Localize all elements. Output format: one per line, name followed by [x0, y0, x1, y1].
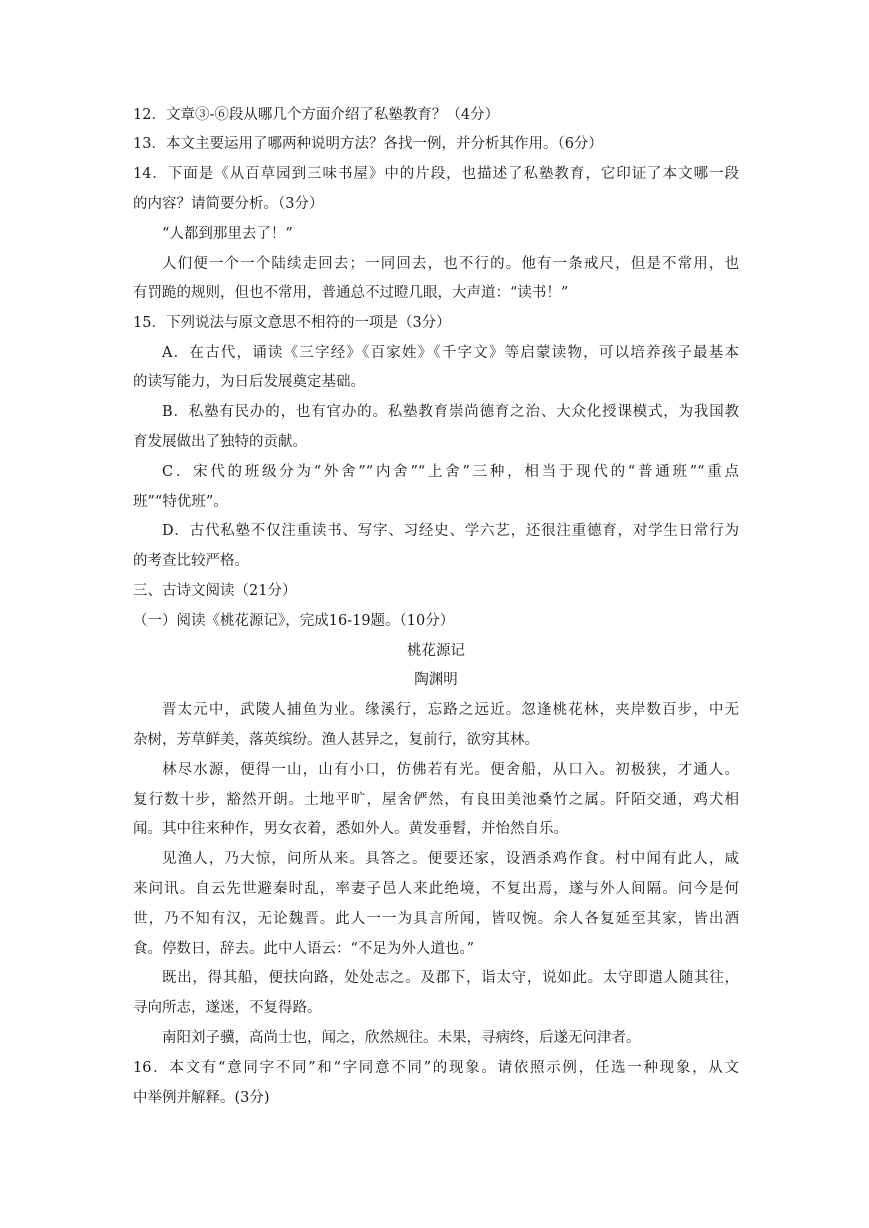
text-p3-line-3: 世，乃不知有汉，无论魏晋。此人一一为具言所闻，皆叹惋。余人各复延至其家，皆出酒: [133, 911, 739, 927]
text-p3-line-2: 来问讯。自云先世避秦时乱，率妻子邑人来此绝境，不复出焉，遂与外人间隔。问今是何: [133, 881, 739, 897]
text-p2-line-1: 林尽水源，便得一山，山有小口，仿佛若有光。便舍船，从口入。初极狭，才通人。: [162, 762, 739, 778]
option-d-line-1: D．古代私塾不仅注重读书、写字、习经史、学六艺，还很注重德育，对学生日常行为: [162, 523, 739, 539]
question-13: 13．本文主要运用了哪两种说明方法？各找一例，并分析其作用。（6分）: [133, 136, 603, 152]
text-p4-line-2: 寻向所志，遂迷，不复得路。: [133, 1000, 322, 1016]
question-12: 12．文章③-⑥段从哪几个方面介绍了私塾教育？（4分）: [133, 107, 500, 123]
option-d-line-2: 的考查比较严格。: [133, 553, 249, 569]
excerpt-line-2: 人们便一个一个陆续走回去；一同回去，也不行的。他有一条戒尺，但是不常用，也: [162, 256, 739, 272]
question-14-line-1: 14．下面是《从百草园到三味书屋》中的片段，也描述了私塾教育，它印证了本文哪一段: [133, 166, 739, 182]
question-14-line-2: 的内容？请简要分析。（3分）: [133, 196, 324, 212]
text-p3-line-1: 见渔人，乃大惊，问所从来。具答之。便要还家，设酒杀鸡作食。村中闻有此人，咸: [162, 851, 739, 867]
option-a-line-1: A．在古代，诵读《三字经》《百家姓》《千字文》等启蒙读物，可以培养孩子最基本: [162, 345, 739, 361]
option-a-line-2: 的读写能力，为日后发展奠定基础。: [133, 374, 365, 390]
text-p1-line-2: 杂树，芳草鲜美，落英缤纷。渔人甚异之，复前行，欲穷其林。: [133, 732, 539, 748]
subsection-1-heading: （一）阅读《桃花源记》，完成16-19题。（10分）: [133, 613, 455, 629]
poem-author: 陶渊明: [414, 672, 458, 688]
question-15: 15．下列说法与原文意思不相符的一项是（3分）: [133, 315, 451, 331]
text-p5-line-1: 南阳刘子骥，高尚士也，闻之，欣然规往。未果，寻病终，后遂无问津者。: [162, 1030, 641, 1046]
text-p1-line-1: 晋太元中，武陵人捕鱼为业。缘溪行，忘路之远近。忽逢桃花林，夹岸数百步，中无: [162, 702, 739, 718]
text-p3-line-4: 食。停数日，辞去。此中人语云：“不足为外人道也。”: [133, 941, 475, 957]
text-p2-line-2: 复行数十步，豁然开朗。土地平旷，屋舍俨然，有良田美池桑竹之属。阡陌交通，鸡犬相: [133, 792, 739, 808]
section-3-heading: 三、古诗文阅读（21分）: [133, 583, 297, 599]
option-c-line-2: 班”“特优班”。: [133, 494, 228, 510]
option-c-line-1: C．宋代的班级分为“外舍”“内舍”“上舍”三种，相当于现代的“普通班”“重点: [162, 464, 739, 480]
question-16-line-1: 16．本文有“意同字不同”和“字同意不同”的现象。请依照示例，任选一种现象，从文: [133, 1060, 739, 1076]
text-p2-line-3: 闻。其中往来种作，男女衣着，悉如外人。黄发垂髫，并怡然自乐。: [133, 821, 568, 837]
text-p4-line-1: 既出，得其船，便扶向路，处处志之。及郡下，诣太守，说如此。太守即遣人随其往，: [162, 970, 739, 986]
poem-title: 桃花源记: [407, 643, 465, 659]
option-b-line-2: 育发展做出了独特的贡献。: [133, 434, 307, 450]
option-b-line-1: B．私塾有民办的，也有官办的。私塾教育崇尚德育之治、大众化授课模式，为我国教: [162, 404, 739, 420]
excerpt-line-3: 有罚跪的规则，但也不常用，普通总不过瞪几眼，大声道：“读书！”: [133, 285, 569, 301]
excerpt-line-1: “人都到那里去了！”: [162, 226, 293, 242]
question-16-line-2: 中举例并解释。(3分): [133, 1090, 270, 1106]
